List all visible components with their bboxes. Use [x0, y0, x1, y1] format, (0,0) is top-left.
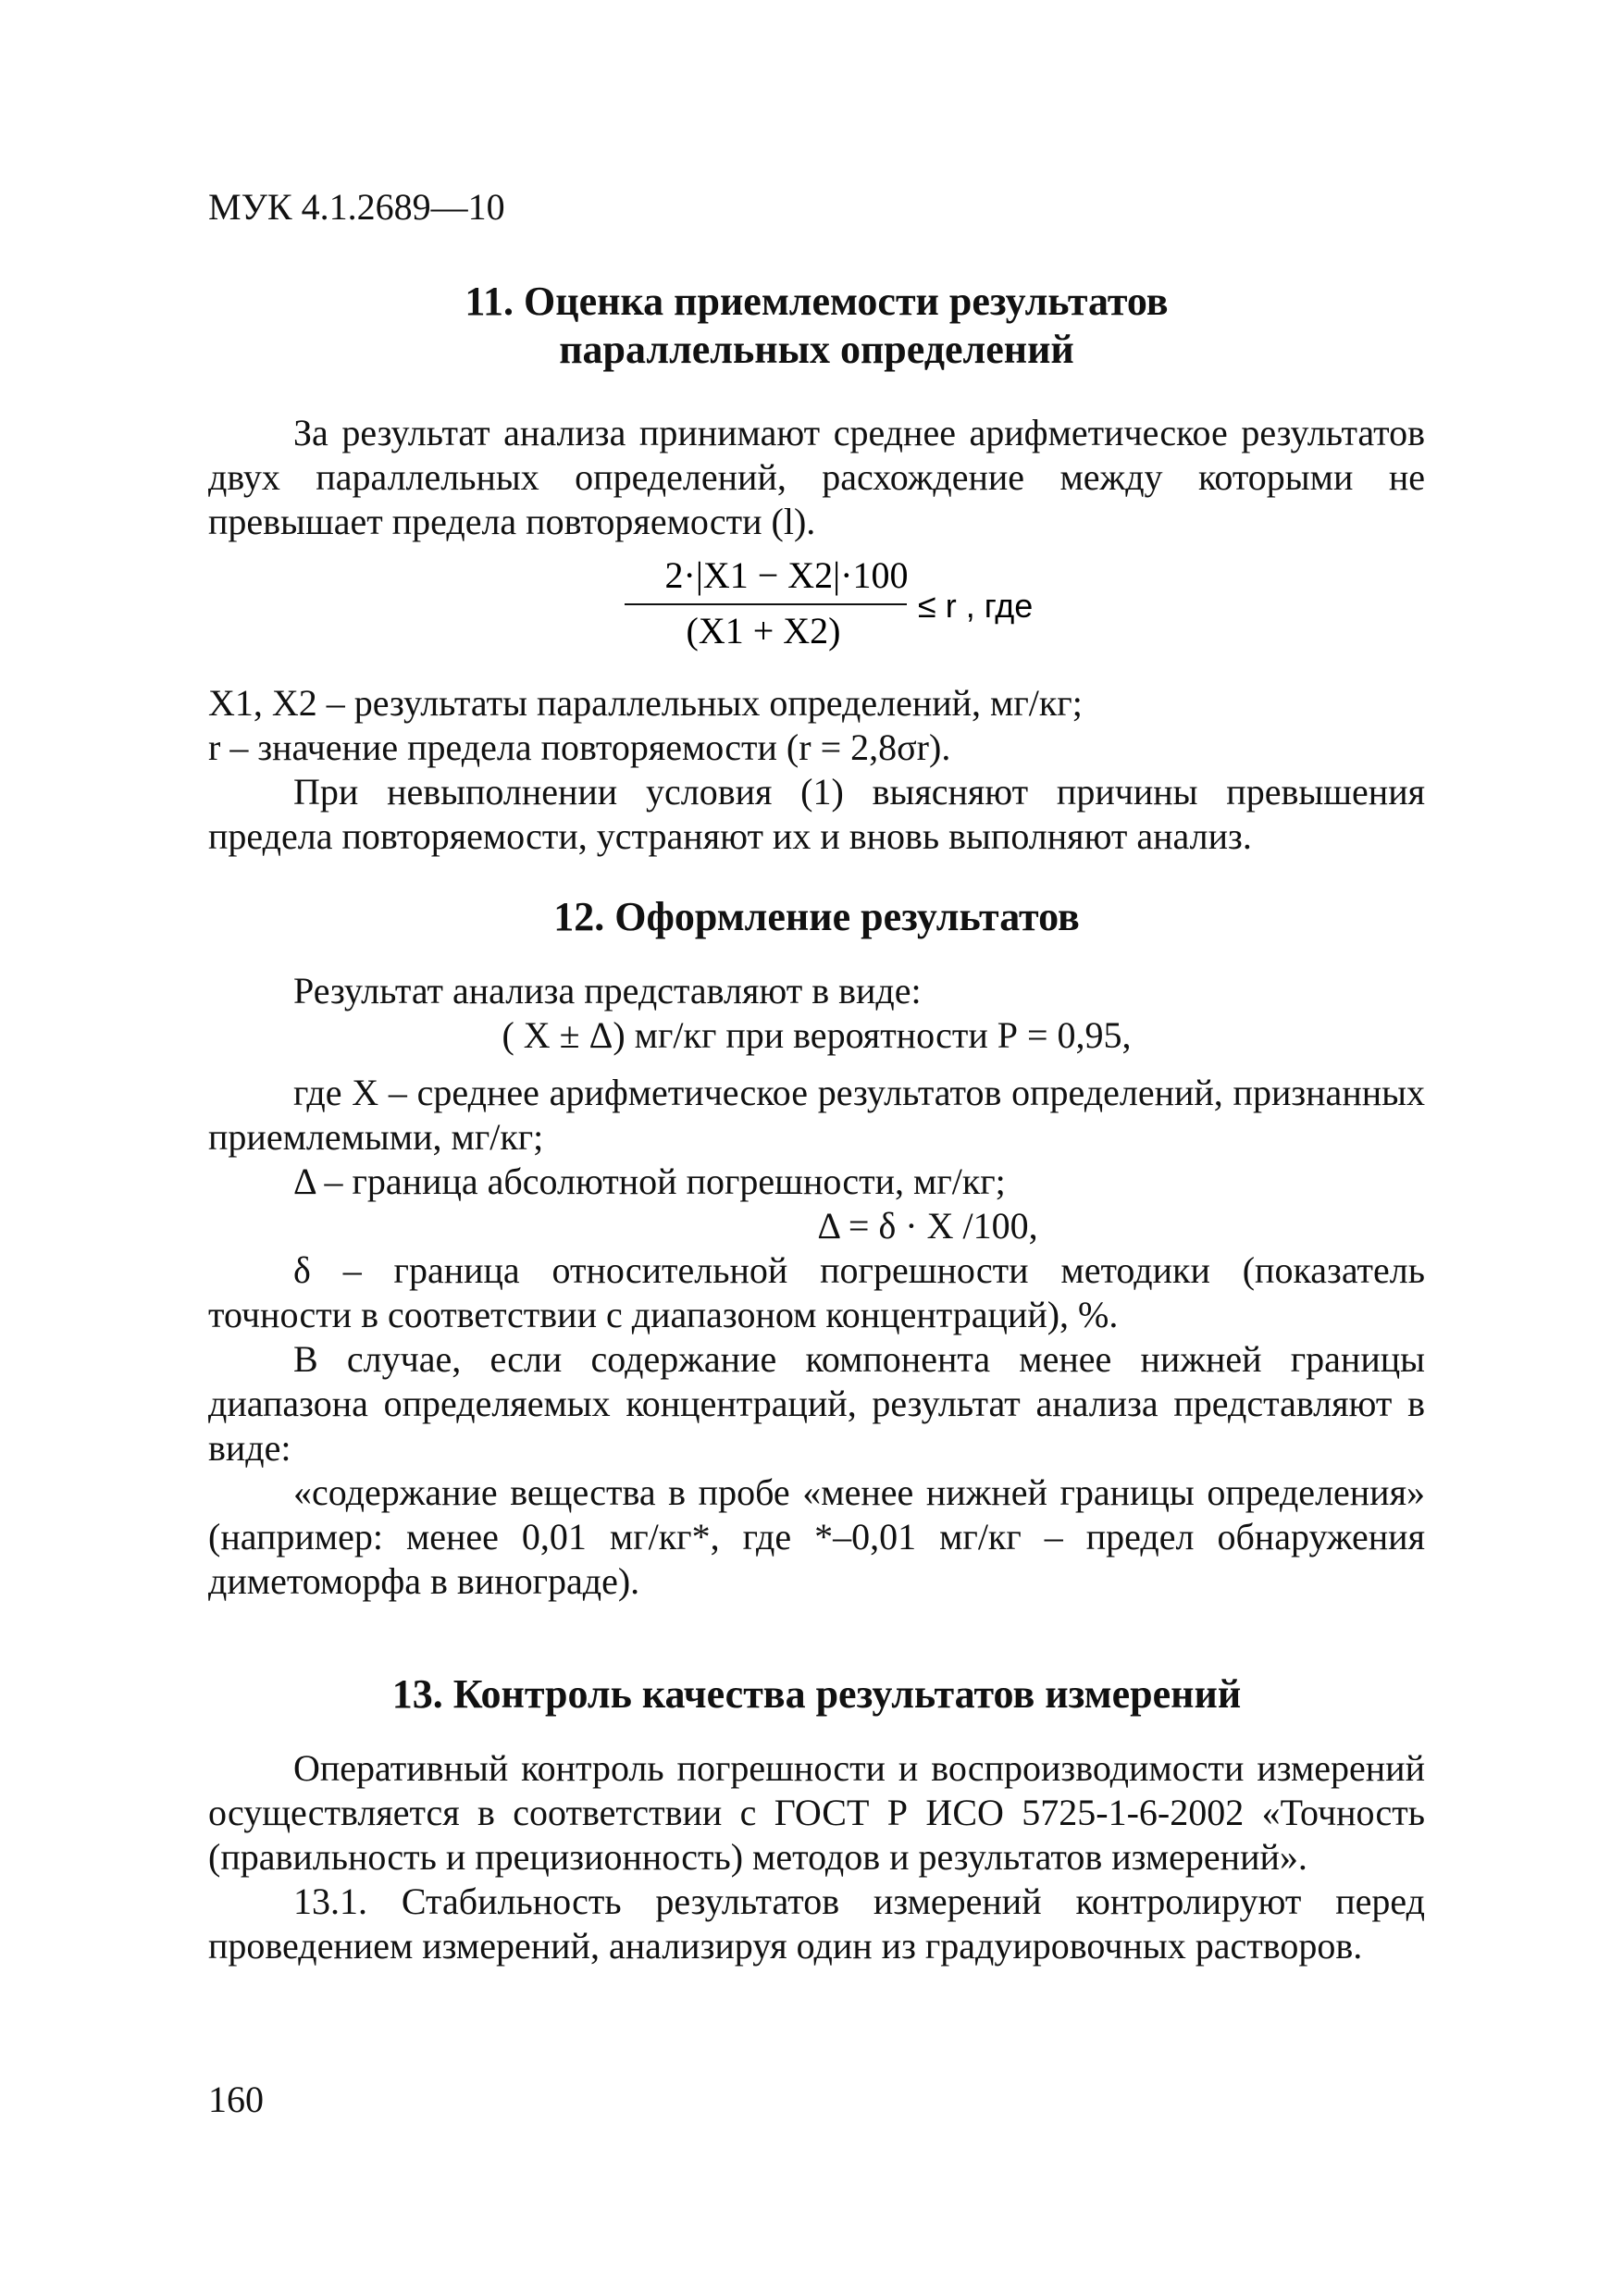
s12-paragraph-5: В случае, если содержание компонента менее нижней границы диапазона определяемых концентраций, результат анализа представляют в виде:: [208, 1338, 1425, 1469]
formula-numerator: 2·|X1 − X2|·100: [664, 554, 909, 596]
def-x: X1, X2 – результаты параллельных определений, мг/кг;: [208, 682, 1083, 724]
repeatability-formula: [0, 551, 1623, 662]
section-13-title: 13. Контроль качества результатов измерений: [391, 1671, 1242, 1717]
running-header: МУК 4.1.2689—10: [208, 186, 505, 228]
delta-formula: Δ = δ · X /100,: [817, 1205, 1038, 1247]
result-form: ( X ± Δ) мг/кг при вероятности Р = 0,95,: [502, 1014, 1132, 1056]
s12-paragraph-1: Результат анализа представляют в виде:: [293, 970, 922, 1011]
def-r: r – значение предела повторяемости (r = 2,8σr).: [208, 726, 951, 768]
s12-paragraph-2: где X – среднее арифметическое результатов определений, признанных приемлемыми, мг/кг;: [208, 1072, 1425, 1158]
section-12: [208, 893, 1425, 1604]
s12-paragraph-3: Δ – граница абсолютной погрешности, мг/кг;: [293, 1160, 1006, 1202]
s12-paragraph-6: «содержание вещества в пробе «менее нижней границы определения» (например: менее 0,01 мг/кг*, где *–0,01 мг/кг – предел обнаружения диметоморфа в винограде).: [208, 1471, 1425, 1602]
section-12-title: 12. Оформление результатов: [553, 894, 1080, 939]
s11-paragraph-1: За результат анализа принимают среднее арифметическое результатов двух параллельных определений, расхождение между которыми не превышает предела повторяемости (l).: [208, 412, 1425, 542]
s11-paragraph-2: При невыполнении условия (1) выясняют причины превышения предела повторяемости, устраняют их и вновь выполняют анализ.: [208, 771, 1425, 857]
section-11-cont: [208, 681, 1425, 859]
section-11-title: 11. Оценка приемлемости результатов параллельных определений: [465, 279, 1169, 372]
s12-paragraph-4: δ – граница относительной погрешности методики (показатель точности в соответствии с диапазоном концентраций), %.: [208, 1249, 1425, 1335]
s13-paragraph-1: Оперативный контроль погрешности и воспроизводимости измерений осуществляется в соответствии с ГОСТ Р ИСО 5725-1-6-2002 «Точность (правильность и прецизионность) методов и результатов измерений».: [208, 1747, 1425, 1878]
page-number: 160: [208, 2079, 264, 2120]
s13-paragraph-2: 13.1. Стабильность результатов измерений контролируют перед проведением измерений, анализируя один из градуировочных растворов.: [208, 1880, 1425, 1967]
formula-denominator: (X1 + X2): [686, 610, 841, 652]
formula-condition: ≤ r , где: [918, 587, 1034, 625]
section-11: [208, 278, 1425, 544]
section-13: [208, 1670, 1425, 1968]
